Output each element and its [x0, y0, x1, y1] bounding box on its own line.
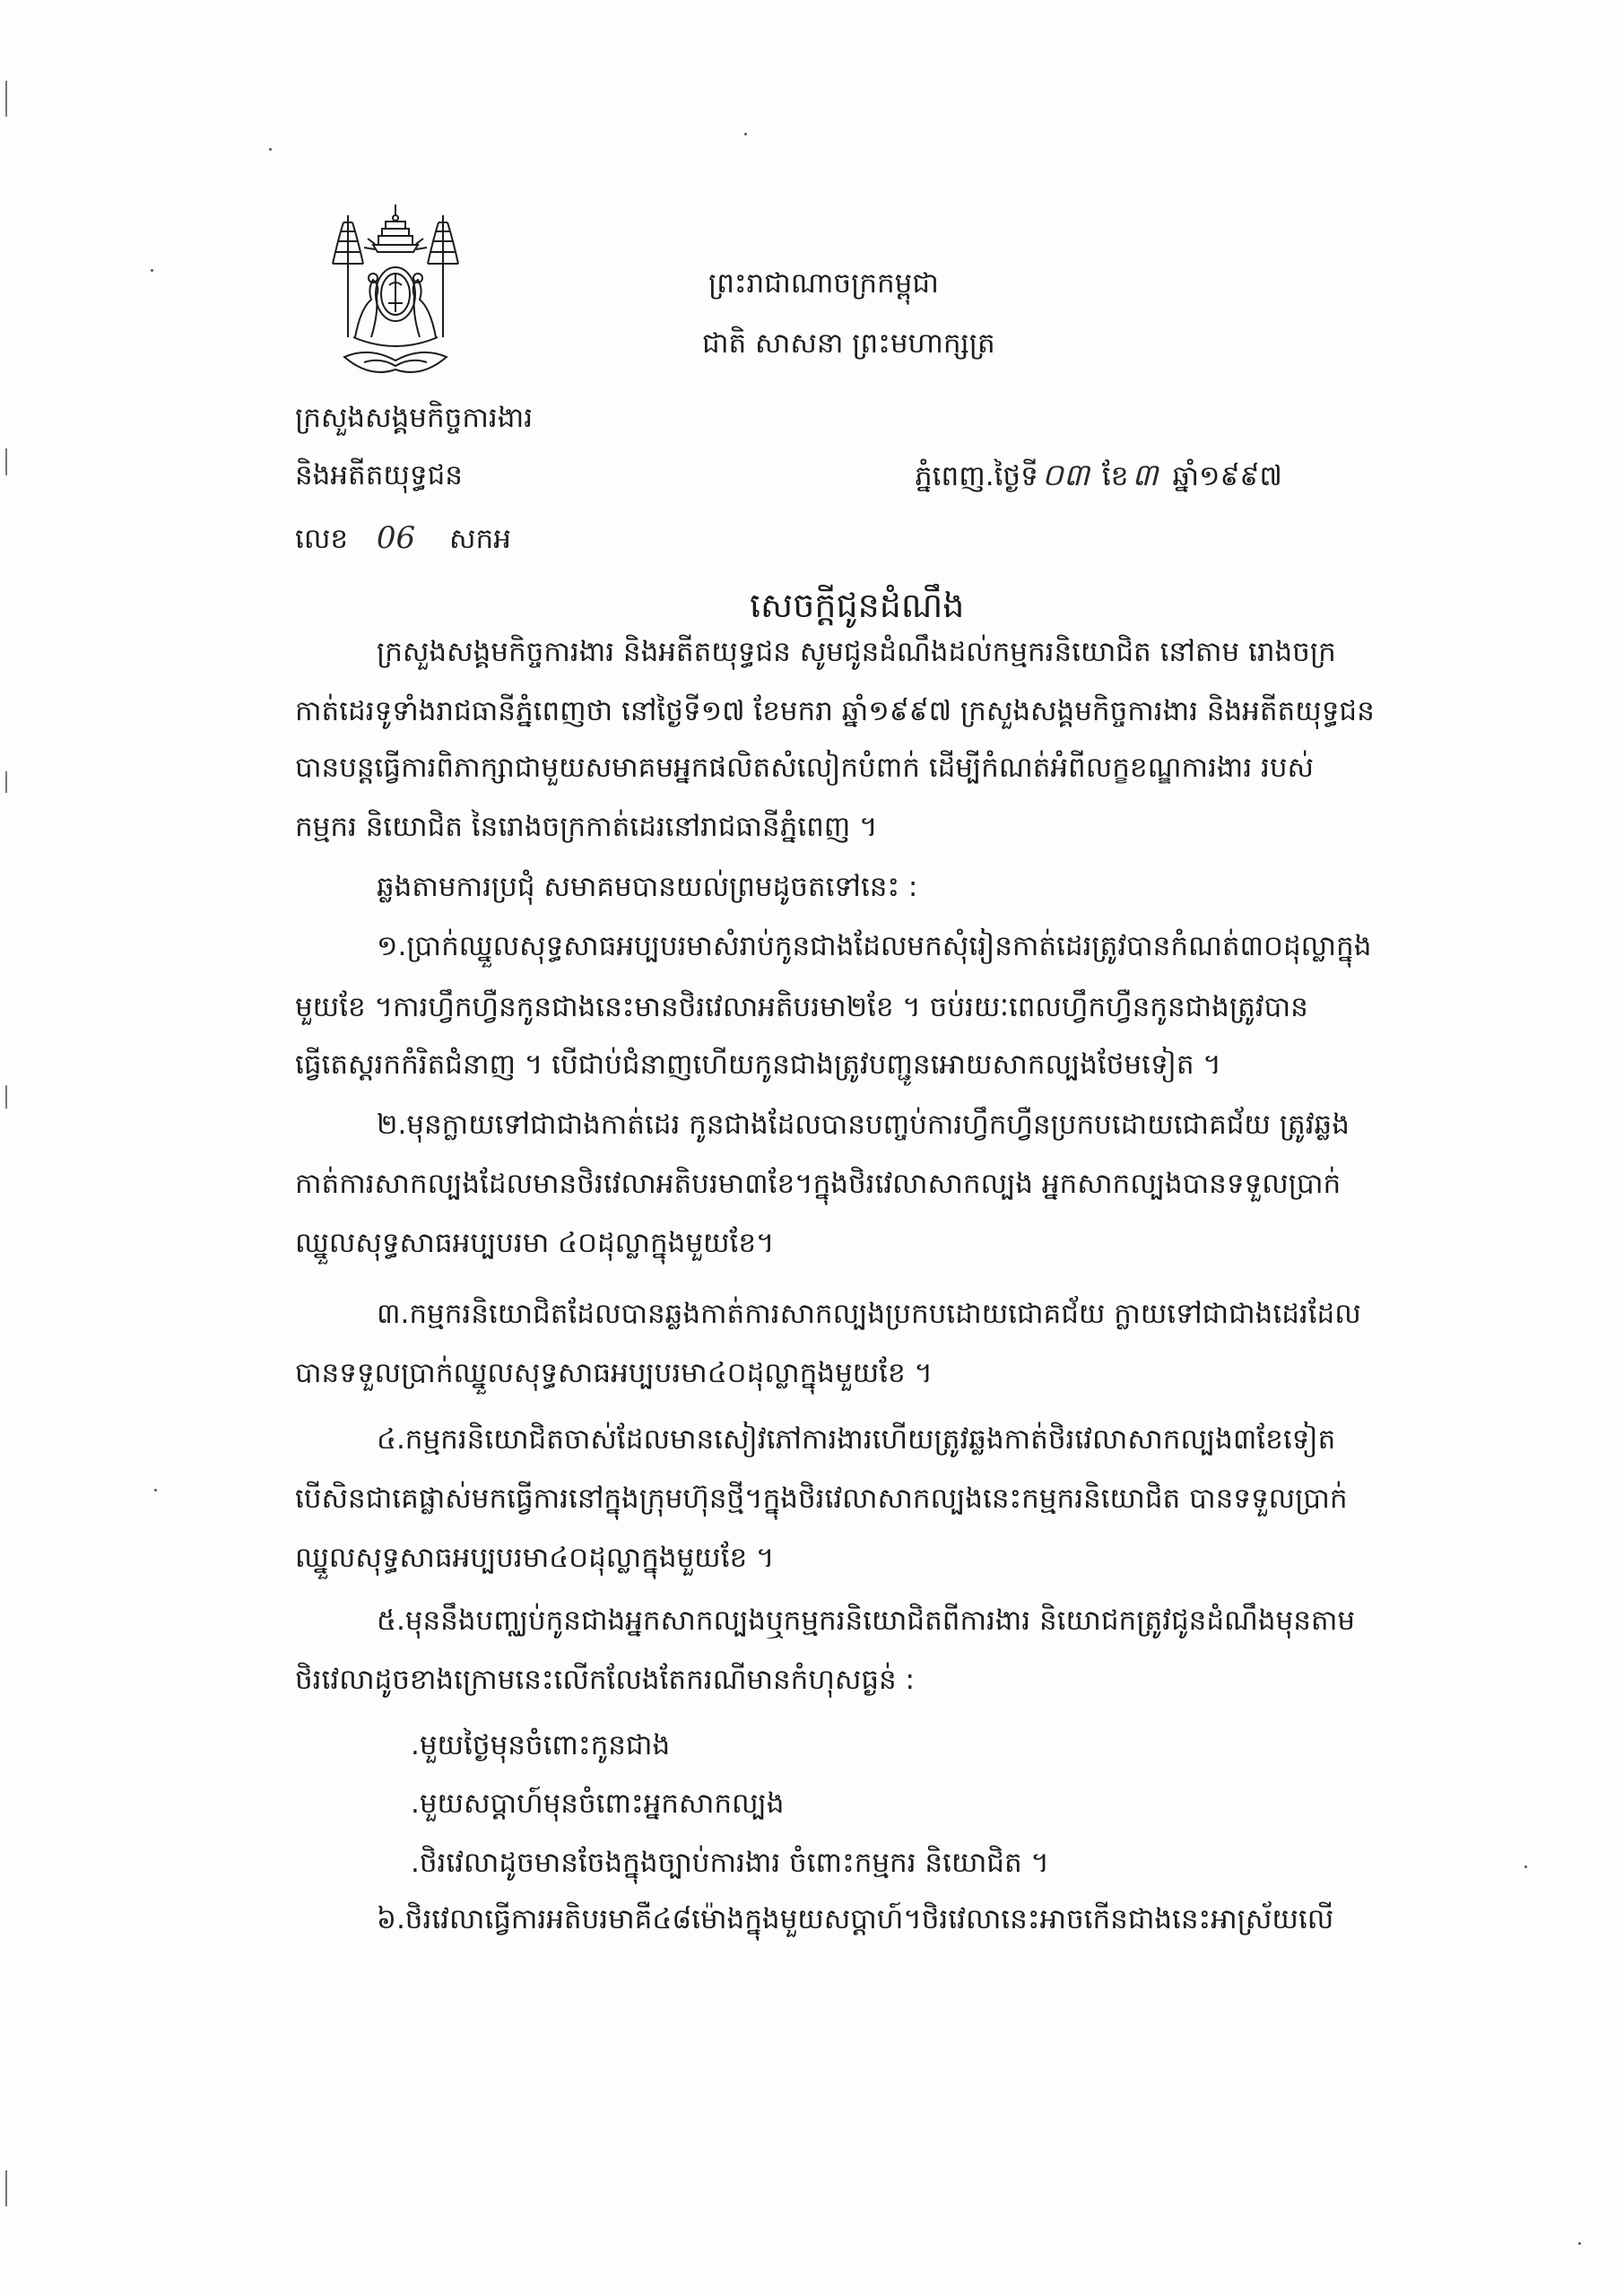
scan-speck [151, 269, 153, 272]
scan-edge-mark [5, 448, 7, 475]
date-year: ឆ្នាំ១៩៩៧ [1172, 460, 1282, 492]
scan-edge-mark [5, 2170, 7, 2206]
reference-label: លេខ [295, 523, 349, 555]
intro-line: បានបន្តធ្វើការពិភាក្សាជាមួយសមាគមអ្នកផលិតសំលៀកបំពាក់ ដើម្បីកំណត់អំពីលក្ខខណ្ឌការងារ របស់ [295, 752, 1315, 784]
notice-period-item: .មួយសប្តាហ៍មុនចំពោះអ្នកសាកល្បង [411, 1787, 785, 1820]
scan-edge-mark [5, 81, 7, 117]
date-day-handwritten: ០៣ [1041, 457, 1090, 493]
item-1-line: ធ្វើតេស្តរកកំរិតជំនាញ ។ បើជាប់ជំនាញហើយកូនជាងត្រូវបញ្ជូនអោយសាកល្បងថែមទៀត ។ [295, 1048, 1221, 1081]
reference-number-handwritten: 06 [376, 520, 416, 556]
item-1-line: មួយខែ ។ការហ្វឹកហ្វឺនកូនជាងនេះមានថិរវេលាអតិបរមា២ខែ ។ ចប់រយៈពេលហ្វឹកហ្វឺនកូនជាងត្រូវបាន [295, 991, 1308, 1023]
royal-arms-of-cambodia-icon [328, 203, 463, 387]
intro-line: ក្រសួងសង្គមកិច្ចការងារ និងអតីតយុទ្ធជន សូមជូនដំណឹងដល់កម្មករនិយោជិត នៅតាម រោងចក្រ [377, 636, 1336, 668]
ministry-name-line2: និងអតីតយុទ្ធជន [295, 459, 463, 491]
notice-period-item: .ថិរវេលាដូចមានចែងក្នុងច្បាប់ការងារ ចំពោះកម្មករ និយោជិត ។ [411, 1847, 1049, 1879]
item-2-line: ២.មុនក្លាយទៅជាជាងកាត់ដេរ កូនជាងដែលបានបញ្ចប់ការហ្វឹកហ្វឺនប្រកបដោយជោគជ័យ ត្រូវឆ្លង [377, 1109, 1350, 1141]
item-1-line: ១.ប្រាក់ឈ្នួលសុទ្ធសាធអប្បបរមាសំរាប់កូនជាងដែលមកសុំរៀនកាត់ដេរត្រូវបានកំណត់៣០ដុល្លាក្នុង [377, 930, 1372, 962]
item-2-line: កាត់ការសាកល្បងដែលមានថិរវេលាអតិបរមា៣ខែ។ក្នុងថិរវេលាសាកល្បង អ្នកសាកល្បងបានទទួលប្រាក់ [295, 1168, 1342, 1200]
date-month-handwritten: ៣ [1132, 457, 1159, 493]
reference-suffix: សកអ [449, 523, 511, 555]
agreement-line: ឆ្លងតាមការប្រជុំ សមាគមបានយល់ព្រមដូចតទៅនេះ : [377, 871, 918, 903]
intro-line: កម្មករ និយោជិត នៃរោងចក្រកាត់ដេរនៅរាជធានីភ្នំពេញ ។ [295, 811, 878, 843]
scan-speck [744, 133, 747, 135]
item-4-line: ឈ្នួលសុទ្ធសាធអប្បបរមា៤០ដុល្លាក្នុងមួយខែ ។ [295, 1542, 775, 1574]
item-6-line: ៦.ថិរវេលាធ្វើការអតិបរមាគឺ៤៨ម៉ោងក្នុងមួយសប្តាហ៍។ថិរវេលានេះអាចកើនជាងនេះអាស្រ័យលើ [377, 1903, 1334, 1935]
scan-speck [1524, 1866, 1527, 1868]
intro-line: កាត់ដេរទូទាំងរាជធានីភ្នំពេញថា នៅថ្ងៃទី១៧ ខែមករា ឆ្នាំ១៩៩៧ ក្រសួងសង្គមកិច្ចការងារ និងអតីតយុទ្ធជន [295, 695, 1375, 727]
item-3-line: បានទទួលប្រាក់ឈ្នួលសុទ្ធសាធអប្បបរមា៤០ដុល្លាក្នុងមួយខែ ។ [295, 1357, 933, 1389]
document-date [915, 453, 1426, 498]
national-motto: ជាតិ សាសនា ព្រះមហាក្សត្រ [702, 327, 995, 360]
ministry-name-line1: ក្រសួងសង្គមកិច្ចការងារ [295, 402, 534, 434]
scan-speck [1578, 2242, 1581, 2245]
item-2-line: ឈ្នួលសុទ្ធសាធអប្បបរមា ៤០ដុល្លាក្នុងមួយខែ។ [295, 1227, 775, 1259]
page-title: សេចក្តីជូនដំណឹង [750, 586, 965, 625]
scan-speck [269, 148, 272, 151]
notice-period-item: .មួយថ្ងៃមុនចំពោះកូនជាង [411, 1729, 671, 1761]
item-4-line: ៤.កម្មករនិយោជិតចាស់ដែលមានសៀវភៅការងារហើយត្រូវឆ្លងកាត់ថិរវេលាសាកល្បង៣ខែទៀត [377, 1423, 1336, 1456]
item-4-line: បើសិនជាគេផ្លាស់មកធ្វើការនៅក្នុងក្រុមហ៊ុនថ្មី។ក្នុងថិរវេលាសាកល្បងនេះកម្មករនិយោជិត បានទទួលប្រាក់ [295, 1483, 1348, 1515]
date-month-label: ខែ [1101, 460, 1129, 492]
kingdom-heading: ព្រះរាជាណាចក្រកម្ពុជា [708, 267, 939, 300]
scan-edge-mark [5, 771, 7, 793]
reference-number [295, 516, 708, 561]
date-prefix: ភ្នំពេញ.ថ្ងៃទី [915, 460, 1038, 492]
item-5-line: ៥.មុននឹងបញ្ឈប់កូនជាងអ្នកសាកល្បងឬកម្មករនិយោជិតពីការងារ និយោជកត្រូវជូនដំណឹងមុនតាម [377, 1605, 1356, 1637]
scan-speck [154, 1489, 157, 1492]
item-3-line: ៣.កម្មករនិយោជិតដែលបានឆ្លងកាត់ការសាកល្បងប្រកបដោយជោគជ័យ ក្លាយទៅជាជាងដេរដែល [377, 1298, 1361, 1330]
scan-edge-mark [5, 1085, 7, 1109]
item-5-line: ថិរវេលាដូចខាងក្រោមនេះលើកលែងតែករណីមានកំហុសធ្ងន់ : [295, 1664, 916, 1696]
